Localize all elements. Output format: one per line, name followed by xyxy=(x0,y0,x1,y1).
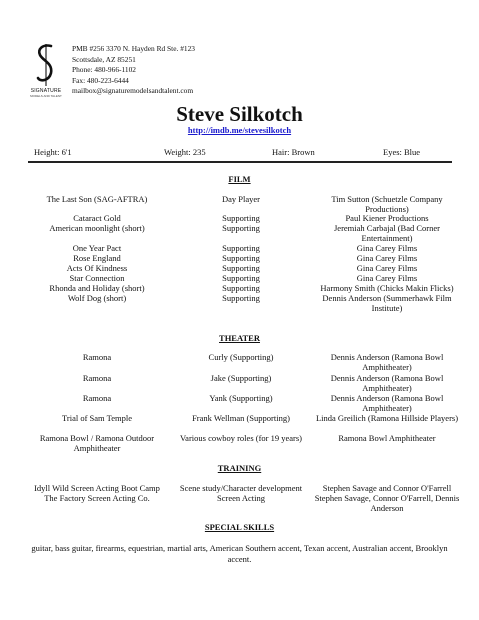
credit-role: Supporting xyxy=(222,293,260,303)
credit-title: Ramona xyxy=(82,352,112,362)
stat-height: Height: 6'1 xyxy=(34,147,72,157)
credit-company: Gina Carey Films xyxy=(356,243,418,253)
credit-title: Cataract Gold xyxy=(73,213,121,223)
training-instructor: Stephen Savage, Connor O'Farrell, Dennis Anderson xyxy=(314,493,460,513)
credit-title: American moonlight (short) xyxy=(49,223,145,233)
credit-company: Dennis Anderson (Ramona Bowl Amphitheater) xyxy=(330,352,444,372)
agency-phone: Phone: 480-966-1102 xyxy=(72,65,136,74)
credit-company: Jeremiah Carbajal (Bad Corner Entertainment) xyxy=(334,223,440,243)
credit-title: Acts Of Kindness xyxy=(66,263,128,273)
credit-role: Supporting xyxy=(222,273,260,283)
credit-role: Jake (Supporting) xyxy=(210,373,272,383)
logo-tagline: MODELS AND TALENT xyxy=(30,94,62,98)
credit-role: Supporting xyxy=(222,213,260,223)
credit-title: Star Connection xyxy=(69,273,125,283)
credit-title: Trial of Sam Temple xyxy=(61,413,132,423)
credit-role: Yank (Supporting) xyxy=(209,393,273,403)
header-divider xyxy=(28,161,452,163)
credit-role: Frank Wellman (Supporting) xyxy=(192,413,290,423)
credit-company: Gina Carey Films xyxy=(356,253,418,263)
credit-title: Wolf Dog (short) xyxy=(67,293,127,303)
credit-title: Ramona Bowl / Ramona Outdoor Amphitheater xyxy=(39,433,155,453)
credit-role: Supporting xyxy=(222,243,260,253)
credit-company: Dennis Anderson (Ramona Bowl Amphitheater) xyxy=(330,393,444,413)
credit-role: Supporting xyxy=(222,283,260,293)
credit-company: Gina Carey Films xyxy=(356,263,418,273)
agency-address-line2: Scottsdale, AZ 85251 xyxy=(72,54,136,64)
section-heading-special-skills: SPECIAL SKILLS xyxy=(204,522,275,532)
logo-wordmark: SIGNATURE xyxy=(30,88,62,94)
signature-s-logo-icon xyxy=(26,42,66,88)
credit-title: One Year Pact xyxy=(72,243,122,253)
stat-hair: Hair: Brown xyxy=(272,147,315,157)
training-program: Idyll Wild Screen Acting Boot Camp xyxy=(34,483,160,493)
credit-company: Tim Sutton (Schuetzle Company Productions) xyxy=(331,194,443,214)
credit-role: Supporting xyxy=(222,223,260,233)
credit-title: The Last Son (SAG-AFTRA) xyxy=(46,194,148,204)
credit-title: Ramona xyxy=(82,373,112,383)
special-skills-text: guitar, bass guitar, firearms, equestrian, martial arts, American Southern accent, Texan accent, Australian accent, Brooklyn accent. xyxy=(31,543,448,564)
training-focus: Scene study/Character development xyxy=(179,483,303,493)
training-instructor: Stephen Savage and Connor O'Farrell xyxy=(322,483,452,493)
credit-company: Ramona Bowl Amphitheater xyxy=(338,433,436,443)
credit-role: Various cowboy roles (for 19 years) xyxy=(179,433,303,443)
agency-address-line1: PMB #256 3370 N. Hayden Rd Ste. #123 xyxy=(72,44,195,53)
credit-role: Supporting xyxy=(222,253,260,263)
credit-role: Day Player xyxy=(221,194,260,204)
agency-email: mailbox@signaturemodelsandtalent.com xyxy=(72,86,194,95)
credit-company: Dennis Anderson (Ramona Bowl Amphitheater) xyxy=(330,373,444,393)
training-program: The Factory Screen Acting Co. xyxy=(44,493,150,503)
credit-title: Ramona xyxy=(82,393,112,403)
credit-role: Curly (Supporting) xyxy=(208,352,274,362)
credit-company: Paul Kiener Productions xyxy=(345,213,429,223)
credit-title: Rose England xyxy=(73,253,121,263)
training-focus: Screen Acting xyxy=(217,493,265,503)
section-heading-theater: THEATER xyxy=(219,333,260,343)
imdb-link[interactable]: http://imdb.me/stevesilkotch xyxy=(187,125,292,135)
agency-contact xyxy=(72,44,195,97)
credit-role: Supporting xyxy=(222,263,260,273)
credit-title: Rhonda and Holiday (short) xyxy=(49,283,145,293)
credit-company: Dennis Anderson (Summerhawk Film Institute) xyxy=(322,293,452,313)
agency-fax: Fax: 480-223-6444 xyxy=(72,75,129,85)
actor-name: Steve Silkotch xyxy=(176,102,303,126)
credit-company: Linda Greilich (Ramona Hillside Players) xyxy=(315,413,459,423)
credit-company: Harmony Smith (Chicks Makin Flicks) xyxy=(320,283,454,293)
stat-weight: Weight: 235 xyxy=(164,147,206,157)
stat-eyes: Eyes: Blue xyxy=(383,147,421,157)
agency-logo xyxy=(26,42,66,104)
section-heading-film: FILM xyxy=(228,174,251,184)
credit-company: Gina Carey Films xyxy=(356,273,418,283)
section-heading-training: TRAINING xyxy=(217,463,262,473)
